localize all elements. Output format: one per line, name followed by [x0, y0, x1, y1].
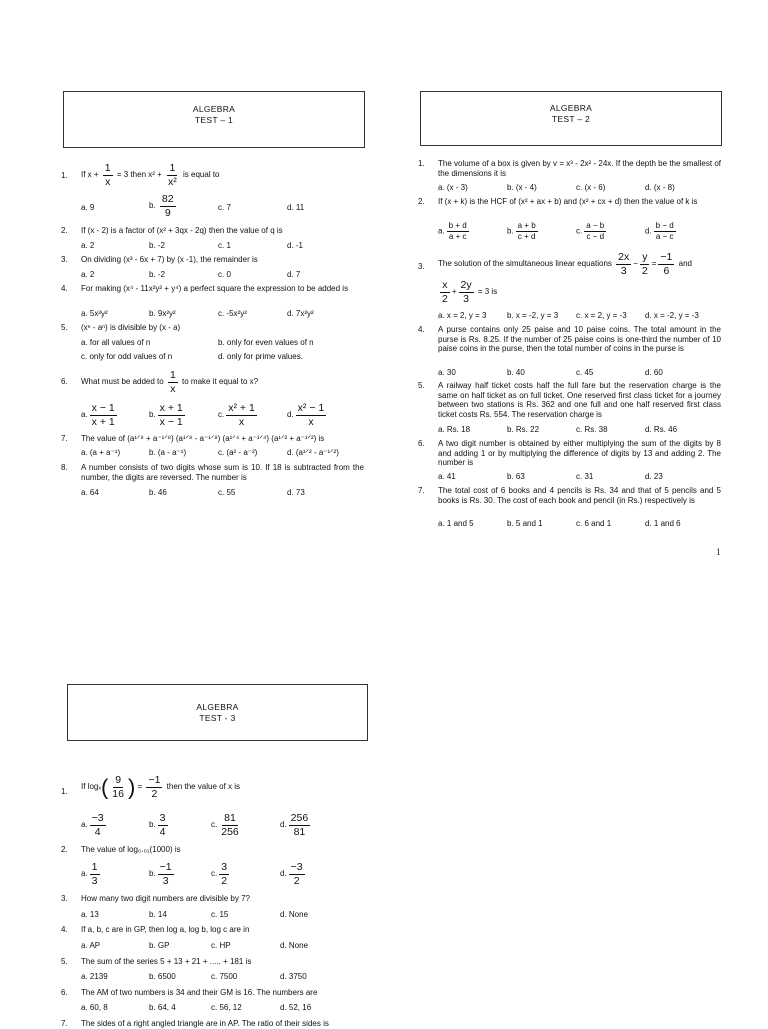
option-c: c. $\frac{\text{x² + 1}}{x}$ — [218, 402, 255, 428]
test1-header — [63, 91, 365, 148]
fraction: $\frac{b + d}{a + c}$ — [448, 221, 467, 241]
option-d: d. 1 and 6 — [645, 519, 681, 528]
question-text: A two digit number is obtained by either multiplying the sum of the digits by 8 and adding 1 or by multiplying the difference of digits by 13 and adding 2. The number is — [438, 439, 721, 467]
option-d: d. (x - 8) — [645, 183, 675, 192]
fraction: $\frac{b - d}{a - c}$ — [655, 221, 674, 241]
option-d: d. Rs. 46 — [645, 425, 678, 434]
question-text: For making (x⁴ - 11x²y² + y⁴) a perfect square the expression to be added is — [81, 284, 349, 293]
option-b: b. 40 — [507, 368, 525, 377]
question-number: 1. — [61, 171, 68, 180]
option-a: a. Rs. 18 — [438, 425, 471, 434]
question-text-cont: $\frac{x}{2}$ + $\frac{2y}{3}$ = 3 is — [442, 279, 498, 305]
option-a: a. AP — [81, 941, 101, 950]
fraction: $\frac{2y}{3}$ — [460, 279, 472, 305]
option-b: b. 14 — [149, 910, 167, 919]
option-c: c. 56, 12 — [211, 1003, 242, 1012]
option-a: a. 60, 8 — [81, 1003, 108, 1012]
option-b: b. -2 — [149, 241, 166, 250]
option-b: b. 63 — [507, 472, 525, 481]
option-c: c. $\frac{81}{256}$ — [211, 812, 239, 838]
option-c: c. 7 — [218, 203, 231, 212]
fraction: $\frac{81}{256}$ — [221, 812, 239, 838]
option-c: c. 31 — [576, 472, 594, 481]
fraction: $\frac{a + b}{c + d}$ — [517, 221, 536, 241]
question-text: If x + $\frac{1}{x}$ = 3 then x² + $\frac{1}{\text{x²}}$ is equal to — [81, 162, 220, 188]
option-a: a. $\frac{b + d}{a + c}$ — [438, 221, 467, 241]
test1-subtitle: TEST – 1 — [194, 115, 234, 126]
option-a: a. $\frac{1}{3}$ — [81, 861, 98, 887]
question-text: The value of (a¹ᐟ⁸ + a⁻¹ᐟ⁸) (a¹ᐟ⁸ - a⁻¹ᐟ⁸) (a¹ᐟ⁴ + a⁻¹ᐟ⁴) (a¹ᐟ² + a⁻¹ᐟ²) is — [81, 434, 325, 443]
fraction: $\frac{\text{x² − 1}}{x}$ — [297, 402, 325, 428]
fraction: $\frac{-1}{6}$ — [660, 251, 673, 277]
open-paren: ( — [100, 774, 109, 800]
option-b: b. $\frac{-1}{3}$ — [149, 861, 172, 887]
option-b: b. $\frac{3}{4}$ — [149, 812, 166, 838]
fraction: $\frac{1}{x}$ — [104, 162, 111, 188]
option-a: a. 30 — [438, 368, 456, 377]
option-a: a. x = 2, y = 3 — [438, 311, 487, 320]
option-a: a. 2 — [81, 241, 95, 250]
option-a: a. 2139 — [81, 972, 108, 981]
option-c: c. Rs. 38 — [576, 425, 608, 434]
fraction: $\frac{1}{3}$ — [91, 861, 98, 887]
option-b: b. (a - a⁻¹) — [149, 448, 187, 457]
test3-header — [67, 684, 368, 741]
option-d: d. x = -2, y = -3 — [645, 311, 699, 320]
option-b: b. -2 — [149, 270, 166, 279]
option-b: b. 64, 4 — [149, 1003, 176, 1012]
option-c: c. 7500 — [211, 972, 238, 981]
question-text: A purse contains only 25 paise and 10 paise coins. The total amount in the purse is Rs. 8.25. If the number of 25 paise coins is one-third the number of 10 paise coins in the purse, then the total number of coins in the purse is — [438, 325, 721, 353]
option-d: d. -1 — [287, 241, 304, 250]
test1-title: ALGEBRA — [192, 104, 236, 114]
option-d: d. 52, 16 — [280, 1003, 312, 1012]
option-a: a. $\frac{-3}{4}$ — [81, 812, 104, 838]
option-a: a. for all values of n — [81, 338, 151, 347]
fraction: $\frac{9}{16}$ — [112, 774, 124, 800]
question-text: A number consists of two digits whose sum is 10. If 18 is subtracted from the number, the digits are reversed. The number is — [81, 463, 364, 482]
option-a: a. 2 — [81, 270, 95, 279]
page-number: 1 — [716, 547, 721, 557]
option-c: c. x = 2, y = -3 — [576, 311, 627, 320]
t1-question-6: 6. What must be added to $\frac{1}{x}$ to make it equal to x? — [61, 369, 259, 395]
question-text: The volume of a box is given by v = x³ - 2x² - 24x. If the depth be the smallest of the dimensions it is — [438, 159, 721, 178]
option-b: b. $\frac{x + 1}{x - 1}$ — [149, 402, 183, 428]
option-d: d. $\frac{256}{81}$ — [280, 812, 309, 838]
option-d: d. None — [280, 910, 309, 919]
fraction: $\frac{1}{\text{x²}}$ — [168, 162, 177, 188]
t2-question-3: 3. The solution of the simultaneous linear equations $\frac{2x}{3}$ − $\frac{y}{2}$ = $\frac{-1}{6}$ and $\frac{x}{2}$ + $\frac{2y}{3}$ = 3 is — [418, 251, 692, 305]
option-b: b. 9x²y² — [149, 309, 176, 318]
fraction: $\frac{3}{4}$ — [159, 812, 166, 838]
question-text: The value of log₀.₀₁(1000) is — [81, 845, 181, 854]
option-b: b. $\frac{82}{9}$ — [149, 193, 174, 219]
question-text: (xⁿ - aⁿ) is divisible by (x - a) — [81, 323, 181, 332]
fraction: $\frac{1}{x}$ — [169, 369, 176, 395]
test2-title: ALGEBRA — [549, 103, 593, 113]
option-a: a. (a + a⁻¹) — [81, 448, 121, 457]
question-text: What must be added to $\frac{1}{x}$ to make it equal to x? — [81, 369, 259, 395]
question-text: On dividing (x³ - 6x + 7) by (x -1), the remainder is — [81, 255, 258, 264]
option-b: b. 5 and 1 — [507, 519, 543, 528]
option-d: d. 3750 — [280, 972, 307, 981]
t1-question-1 — [61, 163, 371, 191]
question-text: How many two digit numbers are divisible by 7? — [81, 894, 250, 903]
option-b: b. Rs. 22 — [507, 425, 540, 434]
fraction: $\frac{x - 1}{x + 1}$ — [91, 402, 115, 428]
option-d: d. 73 — [287, 488, 305, 497]
option-c: c. (x - 6) — [576, 183, 606, 192]
option-d: d. $\frac{\text{x² − 1}}{x}$ — [287, 402, 325, 428]
fraction: $\frac{-3}{2}$ — [290, 861, 303, 887]
fraction: $\frac{x}{2}$ — [442, 279, 448, 305]
option-c: c. (a² - a⁻²) — [218, 448, 258, 457]
option-d: d. only for prime values. — [218, 352, 303, 361]
option-c: c. -5x²y² — [218, 309, 247, 318]
option-d: d. 23 — [645, 472, 663, 481]
fraction: $\frac{a - b}{c - d}$ — [586, 221, 605, 241]
option-a: a. (x - 3) — [438, 183, 468, 192]
option-c: c. 55 — [218, 488, 236, 497]
test3-title: ALGEBRA — [196, 702, 239, 712]
fraction: $\frac{y}{2}$ — [641, 251, 648, 277]
fraction: $\frac{2x}{3}$ — [618, 251, 630, 277]
option-d: d. 7 — [287, 270, 301, 279]
question-text: The total cost of 6 books and 4 pencils is Rs. 34 and that of 5 pencils and 5 books is Rs. 30. The cost of each book and pencil (in Rs.) respectively is — [438, 486, 721, 505]
option-c: c. $\frac{3}{2}$ — [211, 861, 228, 887]
fraction: $\frac{x + 1}{x - 1}$ — [159, 402, 183, 428]
test2-subtitle: TEST – 2 — [551, 114, 591, 125]
option-a: a. 5x²y² — [81, 309, 108, 318]
fraction: $\frac{82}{9}$ — [161, 193, 174, 219]
t3-question-1: 1. If logₓ( $\frac{9}{16}$ ) = $\frac{-1}{2}$ then the value of x is — [61, 774, 241, 800]
option-a: a. 13 — [81, 910, 99, 919]
option-c: c. HP — [211, 941, 231, 950]
option-b: b. (x - 4) — [507, 183, 537, 192]
fraction: $\frac{256}{81}$ — [290, 812, 309, 838]
option-a: a. 64 — [81, 488, 99, 497]
option-d: d. 11 — [287, 203, 305, 212]
option-b: b. 46 — [149, 488, 167, 497]
option-c: c. 0 — [218, 270, 231, 279]
option-d: d. (a¹ᐟ² - a⁻¹ᐟ²) — [287, 448, 339, 457]
question-text: The AM of two numbers is 34 and their GM is 16. The numbers are — [81, 988, 318, 997]
option-d: d. None — [280, 941, 309, 950]
question-text: If a, b, c are in GP, then log a, log b, log c are in — [81, 925, 250, 934]
question-text: If (x - 2) is a factor of (x² + 3qx - 2q) then the value of q is — [81, 226, 283, 235]
option-b: b. x = -2, y = 3 — [507, 311, 559, 320]
option-a: a. 41 — [438, 472, 456, 481]
option-b: b. 6500 — [149, 972, 176, 981]
close-paren: ) — [127, 774, 136, 800]
option-d: d. 60 — [645, 368, 663, 377]
option-a: a. 1 and 5 — [438, 519, 474, 528]
fraction: $\frac{-1}{2}$ — [148, 774, 161, 800]
option-c: c. 6 and 1 — [576, 519, 612, 528]
option-b: b. GP — [149, 941, 170, 950]
fraction: $\frac{3}{2}$ — [221, 861, 228, 887]
option-c: c. 1 — [218, 241, 231, 250]
option-c: c. 15 — [211, 910, 229, 919]
question-text: The sides of a right angled triangle are in AP. The ratio of their sides is — [81, 1019, 329, 1028]
option-b: b. only for even values of n — [218, 338, 314, 347]
option-c: c. $\frac{a - b}{c - d}$ — [576, 221, 605, 241]
test3-subtitle: TEST - 3 — [199, 713, 236, 724]
question-text: The solution of the simultaneous linear equations $\frac{2x}{3}$ − $\frac{y}{2}$ = $\frac{-1}{6}$ and — [438, 251, 692, 277]
question-text: The sum of the series 5 + 13 + 21 + ..... + 181 is — [81, 957, 252, 966]
option-a: a. 9 — [81, 203, 95, 212]
option-a: a. $\frac{x - 1}{x + 1}$ — [81, 402, 115, 428]
option-d: d. 7x²y² — [287, 309, 314, 318]
question-text: If (x + k) is the HCF of (x² + ax + b) and (x² + cx + d) then the value of k is — [438, 197, 698, 206]
question-text: If logₓ( $\frac{9}{16}$ ) = $\frac{-1}{2}$ then the value of x is — [81, 774, 241, 800]
option-c: c. only for odd values of n — [81, 352, 173, 361]
fraction: $\frac{-3}{4}$ — [91, 812, 104, 838]
fraction: $\frac{\text{x² + 1}}{x}$ — [228, 402, 255, 428]
test2-header — [420, 91, 722, 146]
option-b: b. $\frac{a + b}{c + d}$ — [507, 221, 536, 241]
question-text: A railway half ticket costs half the full fare but the reservation charge is the same on half ticket as on full ticket. One reserved first class ticket for a journey between two stations is Rs. 362 and one full and one half reserved first class ticket costs Rs. 554. The reservation charge is — [438, 381, 721, 419]
option-d: d. $\frac{b - d}{a - c}$ — [645, 221, 674, 241]
fraction: $\frac{-1}{3}$ — [159, 861, 172, 887]
option-d: d. $\frac{-3}{2}$ — [280, 861, 303, 887]
option-c: c. 45 — [576, 368, 594, 377]
